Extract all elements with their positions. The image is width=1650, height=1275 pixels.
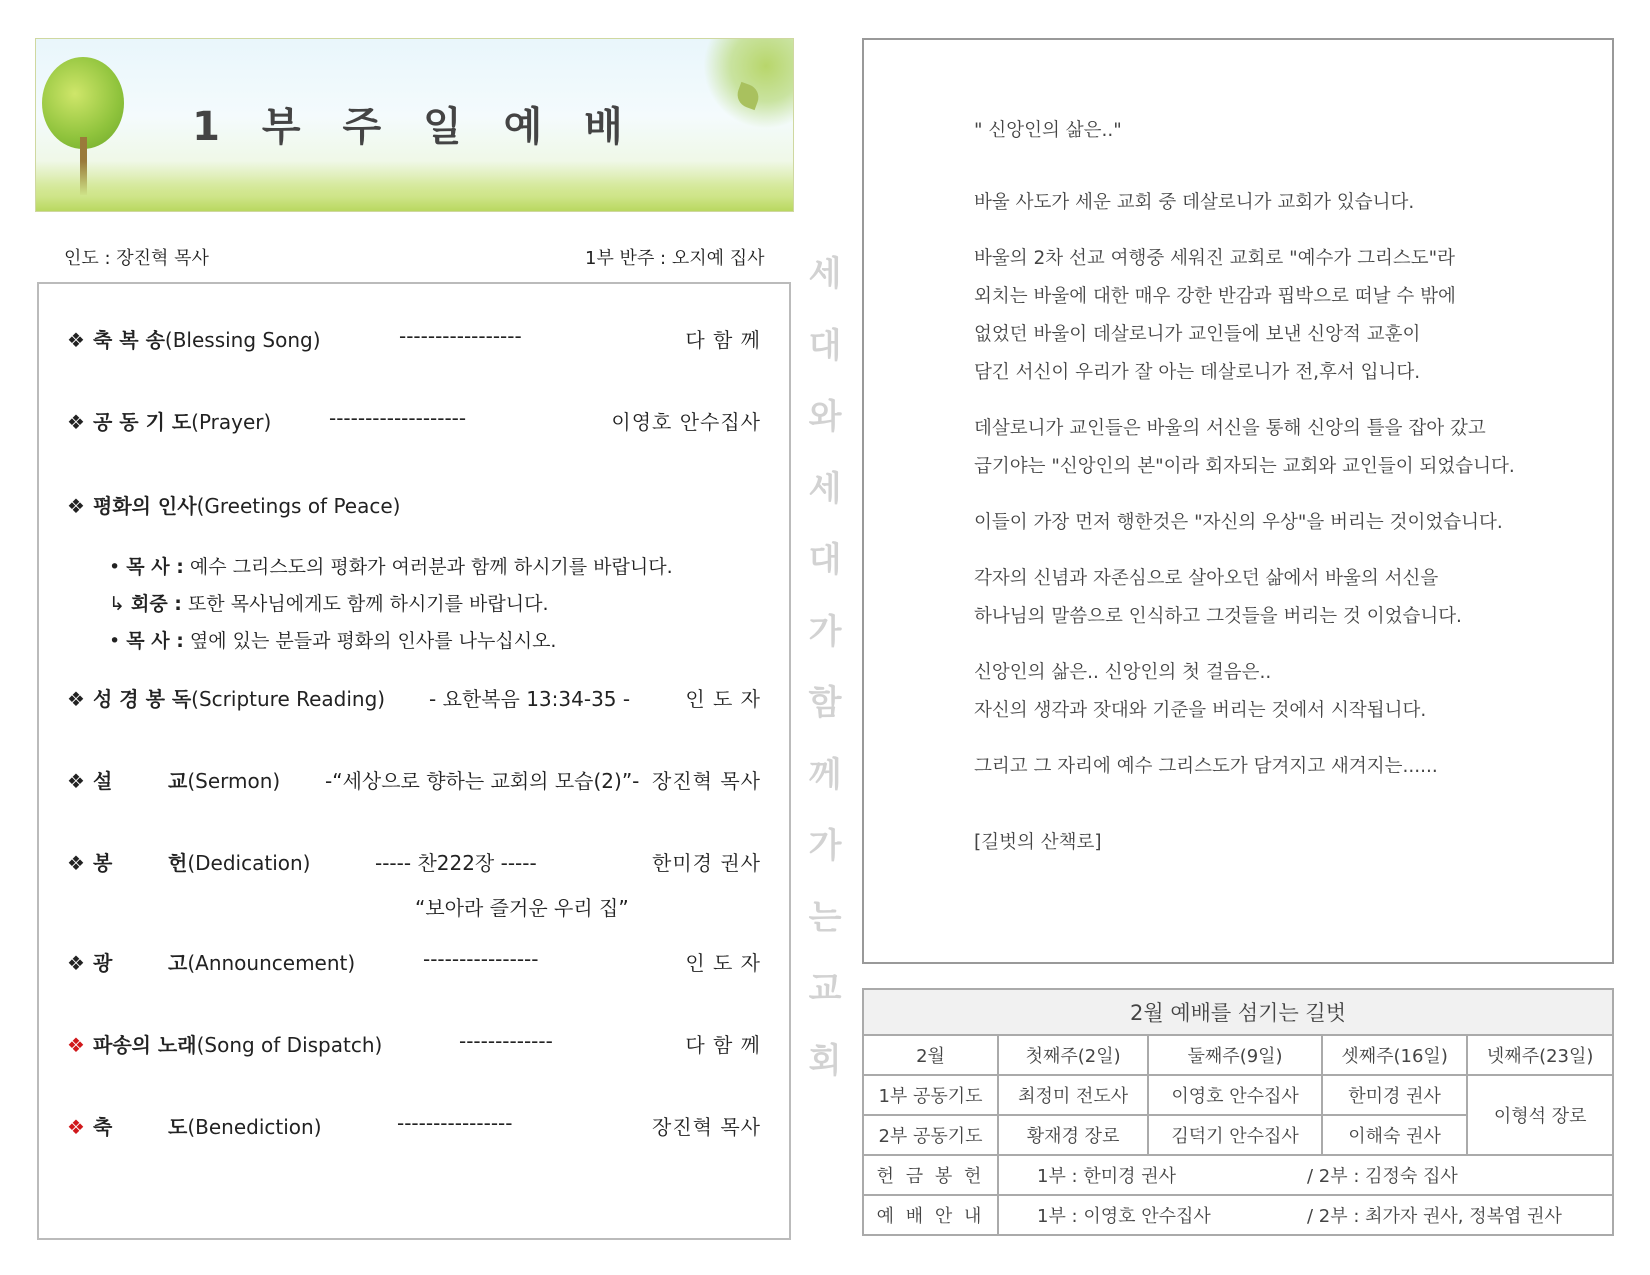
motto-char: 교	[808, 969, 842, 1009]
motto-char: 회	[808, 1040, 842, 1081]
month-cell: 2월	[863, 1035, 998, 1075]
hymn-title: “보아라 즐거운 우리 집”	[415, 896, 629, 920]
essay-line: 외치는 바울에 대한 매우 강한 반감과 핍박으로 떠날 수 밖에	[974, 286, 1456, 307]
peace-text: 예수 그리스도의 평화가 여러분과 함께 하시기를 바랍니다.	[189, 556, 673, 578]
diamond-icon: ❖	[67, 951, 85, 975]
page-title: 1 부 주 일 예 배	[192, 104, 637, 150]
order-english: (Song of Dispatch)	[196, 1033, 383, 1057]
row-label: 2부 공동기도	[863, 1115, 998, 1155]
order-english: (Announcement)	[187, 951, 356, 975]
week-header: 넷째주(23일)	[1467, 1035, 1613, 1075]
title-banner	[35, 38, 794, 212]
order-title: 성 경 봉 독	[93, 687, 192, 711]
table-cell: 최정미 전도사	[998, 1075, 1148, 1115]
row-label: 헌 금 봉 헌	[863, 1155, 998, 1195]
motto-char: 대	[808, 540, 842, 580]
essay-line: 담긴 서신이 우리가 잘 아는 데살로니가 전,후서 입니다.	[974, 362, 1421, 383]
motto-char: 함	[808, 683, 842, 723]
row-label: 예 배 안 내	[863, 1195, 998, 1235]
guide-cell	[998, 1195, 1613, 1235]
order-item	[67, 324, 761, 354]
order-item	[67, 947, 761, 977]
diamond-icon: ❖	[67, 1115, 85, 1139]
grass-illustration	[36, 161, 793, 211]
motto-char: 와	[808, 397, 842, 437]
order-detail: -------------------	[329, 406, 467, 430]
essay-line: 신앙인의 삶은.. 신앙인의 첫 걸음은..	[974, 662, 1272, 683]
diamond-icon: ❖	[67, 410, 85, 434]
accompanist-name: 1부 반주 : 오지예 집사	[585, 248, 765, 269]
diamond-icon: ❖	[67, 687, 85, 711]
motto-char: 세	[808, 254, 842, 294]
order-title: 광 고	[93, 951, 188, 975]
essay-box	[862, 38, 1614, 964]
order-title: 설 교	[93, 769, 188, 793]
order-title: 파송의 노래	[93, 1033, 197, 1057]
order-detail: ----------------	[397, 1111, 513, 1135]
essay-line: 없었던 바울이 데살로니가 교인들에 보낸 신앙적 교훈이	[974, 324, 1421, 345]
scripture-reference: - 요한복음 13:34-35 -	[429, 687, 631, 711]
peace-role: 목 사 :	[126, 556, 184, 578]
order-title: 봉 헌	[93, 851, 188, 875]
peace-line	[109, 589, 549, 616]
essay-line: 자신의 생각과 잣대와 기준을 버리는 것에서 시작됩니다.	[974, 700, 1427, 721]
order-english: (Sermon)	[187, 769, 281, 793]
essay-title: " 신앙인의 삶은.."	[974, 120, 1122, 141]
offering-cell	[998, 1155, 1613, 1195]
order-leader: 인 도 자	[685, 951, 761, 975]
order-item	[67, 406, 761, 436]
leader-name: 인도 : 장진혁 목사	[64, 248, 209, 269]
peace-text: 또한 목사님에게도 함께 하시기를 바랍니다.	[187, 593, 549, 615]
order-english: (Benediction)	[187, 1115, 322, 1139]
order-english: (Prayer)	[191, 410, 272, 434]
motto-char: 께	[808, 754, 842, 795]
diamond-icon: ❖	[67, 494, 85, 518]
order-english: (Dedication)	[187, 851, 311, 875]
week-header: 둘째주(9일)	[1148, 1035, 1322, 1075]
order-item	[67, 490, 761, 520]
essay-line: 급기야는 "신앙인의 본"이라 회자되는 교회와 교인들이 되었습니다.	[974, 456, 1515, 477]
order-english: (Scripture Reading)	[191, 687, 386, 711]
order-leader: 다 함 께	[685, 1033, 761, 1057]
order-title: 평화의 인사	[93, 494, 197, 518]
order-item	[67, 1029, 761, 1059]
order-english: (Greetings of Peace)	[196, 494, 401, 518]
bullet-icon: •	[109, 556, 121, 578]
offering-second: / 2부 : 김정숙 집사	[1307, 1166, 1458, 1187]
row-label: 1부 공동기도	[863, 1075, 998, 1115]
table-row	[863, 1035, 1613, 1075]
motto-char: 가	[808, 611, 842, 652]
return-arrow-icon: ↳	[109, 593, 125, 615]
essay-line: 각자의 신념과 자존심으로 살아오던 삶에서 바울의 서신을	[974, 568, 1439, 589]
motto-char: 대	[808, 325, 842, 366]
essay-line: 그리고 그 자리에 예수 그리스도가 담겨지고 새겨지는......	[974, 756, 1438, 777]
table-cell: 이해숙 권사	[1322, 1115, 1468, 1155]
order-detail: -----------------	[399, 324, 522, 348]
table-row	[863, 989, 1613, 1035]
worship-order	[37, 282, 791, 1240]
diamond-icon: ❖	[67, 769, 85, 793]
diamond-icon: ❖	[67, 328, 85, 352]
peace-role: 목 사 :	[126, 630, 184, 652]
essay-source: [길벗의 산책로]	[974, 832, 1102, 853]
guide-second: / 2부 : 최가자 권사, 정복엽 권사	[1307, 1206, 1562, 1227]
order-leader: 장진혁 목사	[652, 769, 761, 793]
table-row	[863, 1155, 1613, 1195]
order-item	[67, 765, 761, 795]
order-leader: 장진혁 목사	[652, 1115, 761, 1139]
motto-char: 세	[808, 468, 842, 509]
order-leader: 인 도 자	[685, 687, 761, 711]
order-item	[67, 1111, 761, 1141]
table-row	[863, 1195, 1613, 1235]
sermon-title: -“세상으로 향하는 교회의 모습(2)”-	[325, 769, 640, 793]
order-item	[67, 847, 761, 877]
table-cell: 이형석 장로	[1467, 1075, 1613, 1155]
order-leader: 한미경 권사	[652, 851, 761, 875]
hymn-number: ----- 찬222장 -----	[375, 851, 537, 875]
order-detail: ----------------	[423, 947, 539, 971]
order-english: (Blessing Song)	[164, 328, 321, 352]
motto-char: 는	[808, 897, 842, 938]
order-item	[67, 683, 761, 713]
essay-line: 바울의 2차 선교 여행중 세워진 교회로 "예수가 그리스도"라	[974, 248, 1455, 269]
table-cell: 이영호 안수집사	[1148, 1075, 1322, 1115]
order-leader: 이영호 안수집사	[611, 410, 761, 434]
motto-char: 가	[808, 826, 842, 866]
essay-line: 이들이 가장 먼저 행한것은 "자신의 우상"을 버리는 것이었습니다.	[974, 512, 1503, 533]
table-cell: 황재경 장로	[998, 1115, 1148, 1155]
week-header: 셋째주(16일)	[1322, 1035, 1468, 1075]
order-title: 축 도	[93, 1115, 188, 1139]
peace-line	[109, 626, 556, 653]
diamond-icon: ❖	[67, 1033, 85, 1057]
order-detail: -------------	[459, 1029, 553, 1053]
offering-first: 1부 : 한미경 권사	[1037, 1166, 1177, 1187]
essay-line: 바울 사도가 세운 교회 중 데살로니가 교회가 있습니다.	[974, 192, 1415, 213]
peace-text: 옆에 있는 분들과 평화의 인사를 나누십시오.	[189, 630, 557, 652]
order-title: 공 동 기 도	[93, 410, 192, 434]
week-header: 첫째주(2일)	[998, 1035, 1148, 1075]
bullet-icon: •	[109, 630, 121, 652]
peace-role: 회중 :	[130, 593, 182, 615]
diamond-icon: ❖	[67, 851, 85, 875]
duty-table	[862, 988, 1614, 1236]
table-cell: 한미경 권사	[1322, 1075, 1468, 1115]
table-cell: 김덕기 안수집사	[1148, 1115, 1322, 1155]
table-row	[863, 1075, 1613, 1115]
essay-line: 하나님의 말씀으로 인식하고 그것들을 버리는 것 이었습니다.	[974, 606, 1462, 627]
essay-line: 데살로니가 교인들은 바울의 서신을 통해 신앙의 틀을 잡아 갔고	[974, 418, 1486, 439]
peace-line	[109, 552, 673, 579]
guide-first: 1부 : 이영호 안수집사	[1037, 1206, 1211, 1227]
vertical-motto	[805, 246, 845, 1104]
order-title: 축 복 송	[93, 328, 165, 352]
order-leader: 다 함 께	[685, 328, 761, 352]
duty-title: 2월 예배를 섬기는 길벗	[863, 989, 1613, 1035]
